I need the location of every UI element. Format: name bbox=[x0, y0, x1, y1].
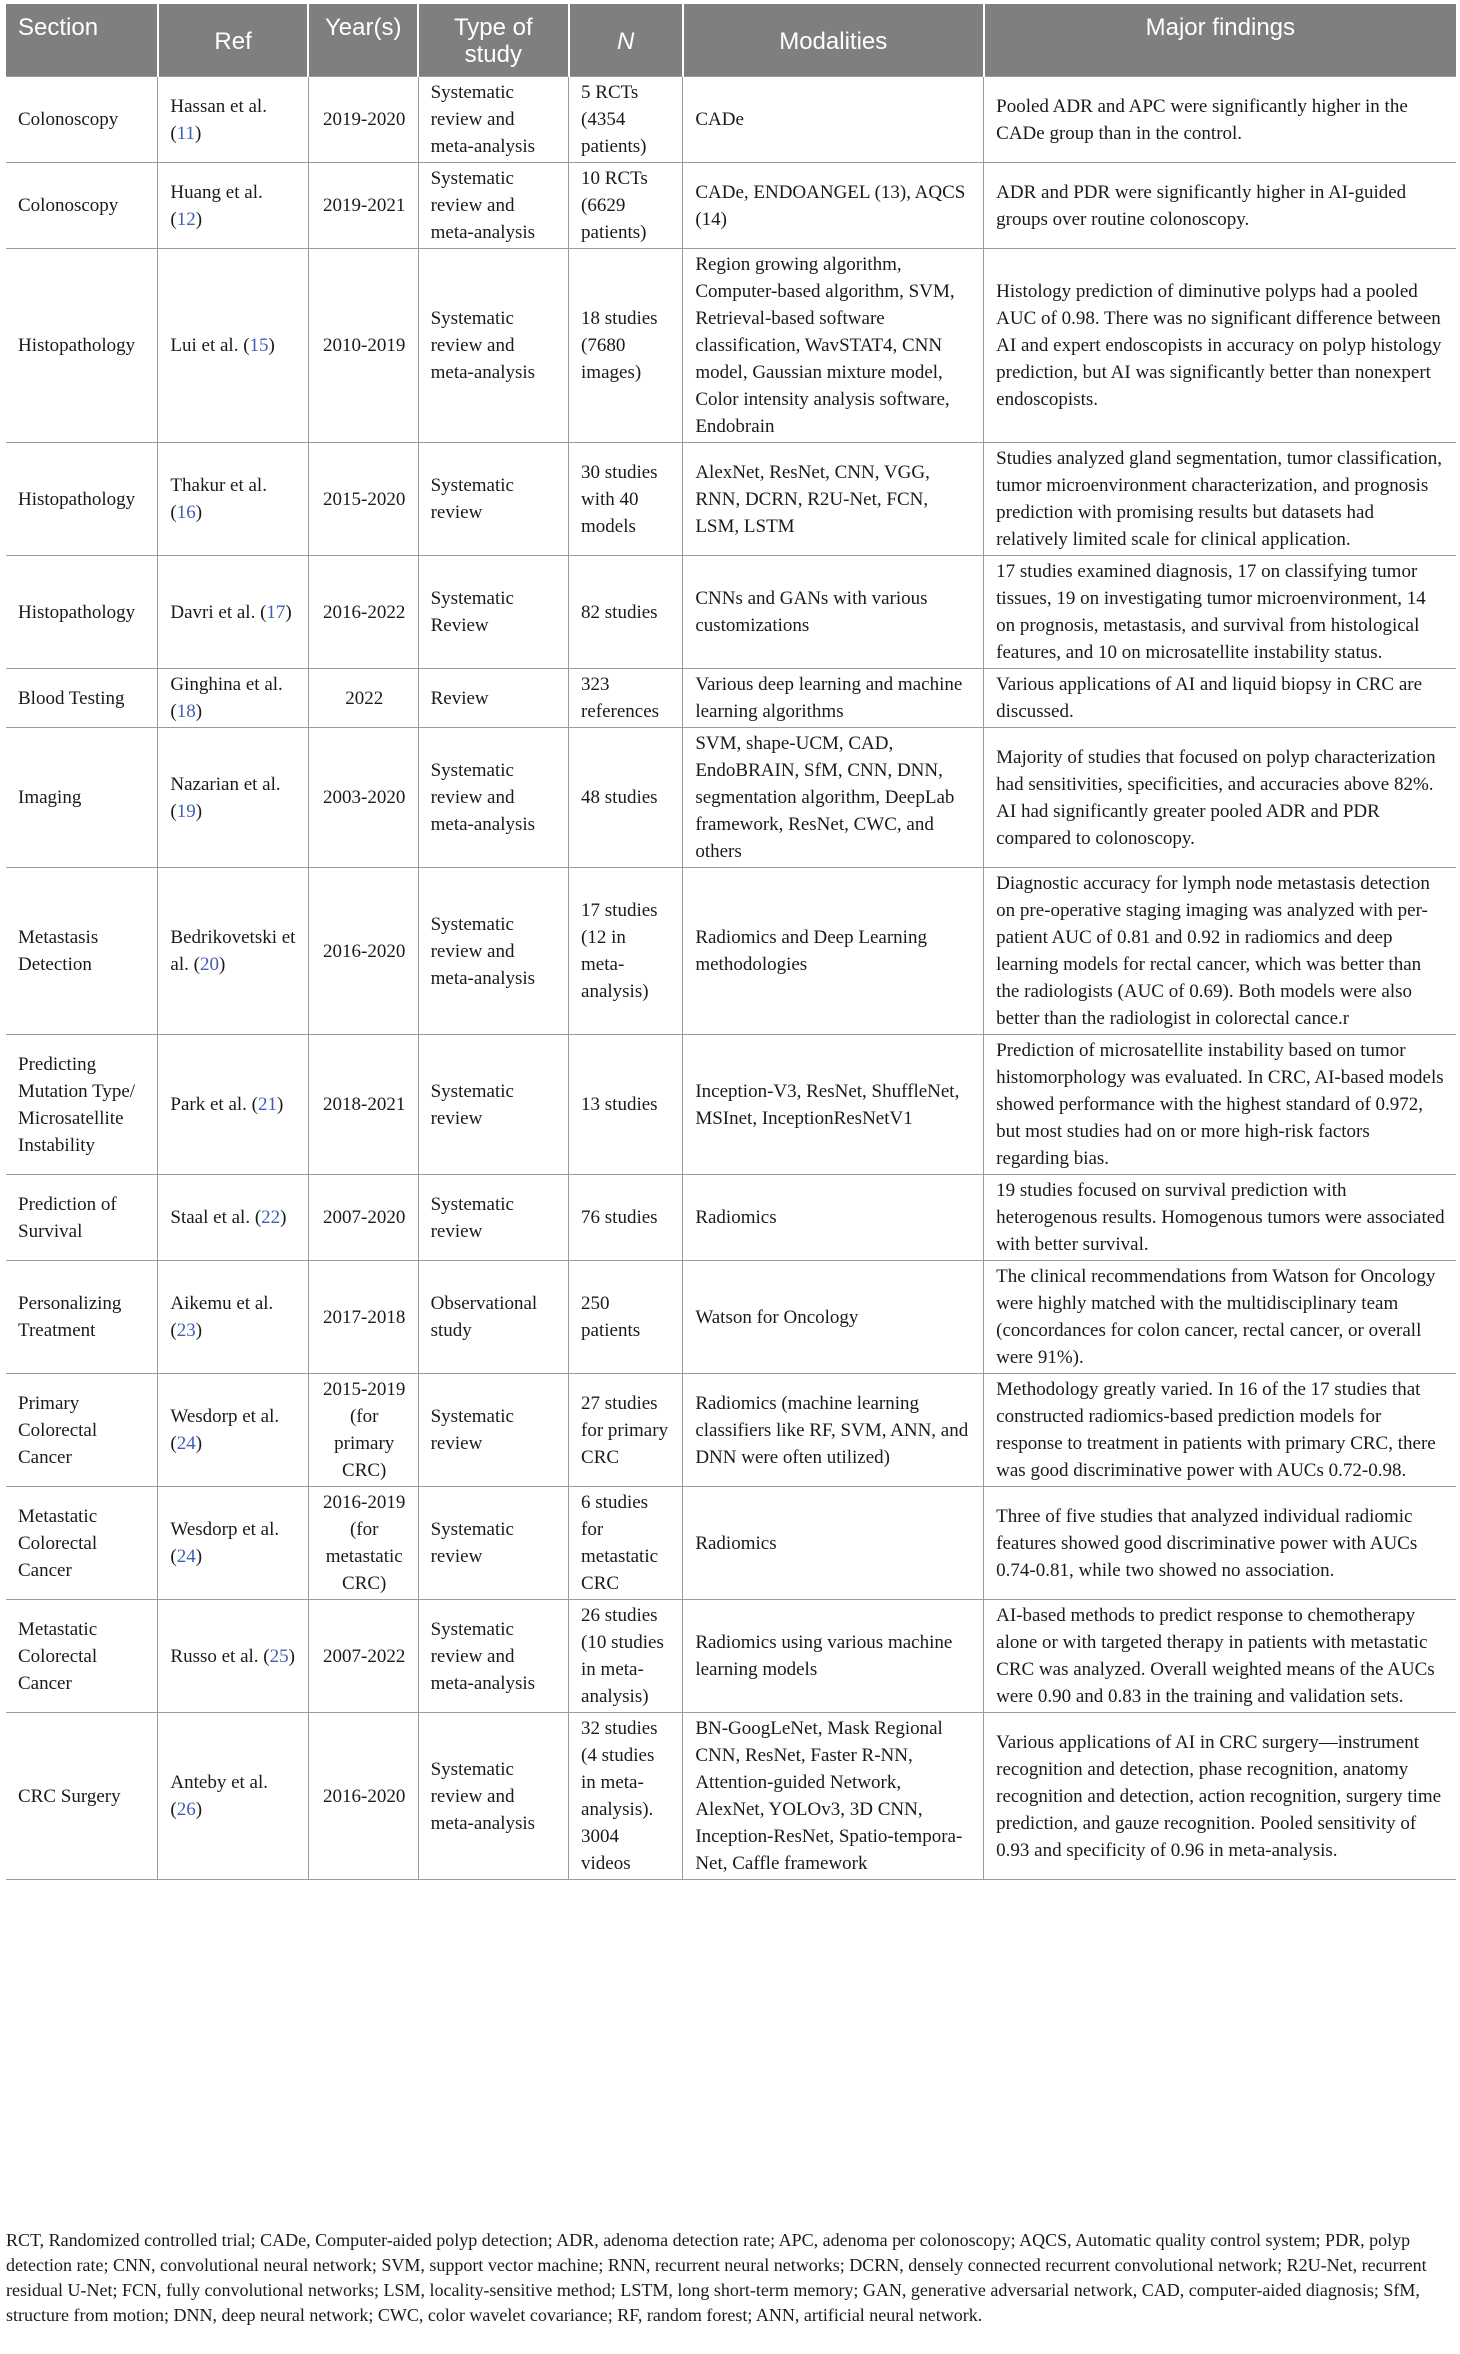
cell-type: Systematic review bbox=[418, 1175, 568, 1261]
studies-table bbox=[6, 4, 1456, 1880]
ref-link[interactable]: 24 bbox=[176, 1433, 196, 1454]
cell-years: 2007-2022 bbox=[308, 1600, 418, 1713]
cell-years: 2019-2020 bbox=[308, 77, 418, 163]
cell-n: 27 studies for primary CRC bbox=[569, 1374, 683, 1487]
cell-section: Histopathology bbox=[6, 443, 158, 556]
cell-section: CRC Surgery bbox=[6, 1713, 158, 1880]
cell-years: 2007-2020 bbox=[308, 1175, 418, 1261]
ref-author: Huang et al. bbox=[170, 181, 263, 203]
cell-n: 17 studies (12 in meta-analysis) bbox=[569, 868, 683, 1035]
cell-findings: 17 studies examined diagnosis, 17 on classifying tumor tissues, 19 on investigating tumor microenvironment, 14 on prognosis, metastasis, and survival from histological features, and 10 on microsatellite instability status. bbox=[984, 556, 1456, 669]
cell-section: Metastatic Colorectal Cancer bbox=[6, 1600, 158, 1713]
ref-link[interactable]: 18 bbox=[176, 701, 196, 722]
cell-section: Primary Colorectal Cancer bbox=[6, 1374, 158, 1487]
cell-findings: Studies analyzed gland segmentation, tumor classification, tumor microenvironment characterization, and prognosis prediction with promising results but datasets had relatively limited scale for clinical application. bbox=[984, 443, 1456, 556]
table-row bbox=[6, 1175, 1456, 1261]
cell-section: Colonoscopy bbox=[6, 77, 158, 163]
cell-findings: 19 studies focused on survival prediction with heterogenous results. Homogenous tumors were associated with better survival. bbox=[984, 1175, 1456, 1261]
cell-years: 2015-2019 (for primary CRC) bbox=[308, 1374, 418, 1487]
col-header-type: Type of study bbox=[418, 4, 568, 77]
cell-section: Colonoscopy bbox=[6, 163, 158, 249]
cell-ref: Russo et al. (25) bbox=[158, 1600, 308, 1713]
cell-n: 13 studies bbox=[569, 1035, 683, 1175]
col-header-years: Year(s) bbox=[308, 4, 418, 77]
cell-modalities: CNNs and GANs with various customizations bbox=[683, 556, 984, 669]
ref-link[interactable]: 20 bbox=[199, 954, 219, 975]
header-row bbox=[6, 4, 1456, 77]
ref-link[interactable]: 25 bbox=[269, 1645, 289, 1667]
cell-section: Blood Testing bbox=[6, 669, 158, 728]
cell-years: 2003-2020 bbox=[308, 728, 418, 868]
cell-type: Systematic review and meta-analysis bbox=[418, 163, 568, 249]
cell-years: 2010-2019 bbox=[308, 249, 418, 443]
cell-findings: Histology prediction of diminutive polyps had a pooled AUC of 0.98. There was no significant difference between AI and expert endoscopists in accuracy on polyp histology prediction, but AI was significantly better than nonexpert endoscopists. bbox=[984, 249, 1456, 443]
table-row bbox=[6, 669, 1456, 728]
cell-section: Imaging bbox=[6, 728, 158, 868]
cell-ref: Lui et al. (15) bbox=[158, 249, 308, 443]
ref-link[interactable]: 16 bbox=[176, 502, 196, 523]
cell-years: 2018-2021 bbox=[308, 1035, 418, 1175]
cell-type: Systematic review and meta-analysis bbox=[418, 1600, 568, 1713]
cell-findings: Various applications of AI in CRC surgery—instrument recognition and detection, phase recognition, anatomy recognition and detection, action recognition, surgery time prediction, and gauze recognition. Pooled sensitivity of 0.93 and specificity of 0.96 in meta-analysis. bbox=[984, 1713, 1456, 1880]
cell-ref: Wesdorp et al. (24) bbox=[158, 1374, 308, 1487]
table-row bbox=[6, 443, 1456, 556]
cell-modalities: Radiomics (machine learning classifiers like RF, SVM, ANN, and DNN were often utilized) bbox=[683, 1374, 984, 1487]
cell-years: 2016-2020 bbox=[308, 1713, 418, 1880]
col-header-n: N bbox=[569, 4, 683, 77]
cell-section: Metastatic Colorectal Cancer bbox=[6, 1487, 158, 1600]
cell-type: Systematic review bbox=[418, 1035, 568, 1175]
cell-section: Histopathology bbox=[6, 556, 158, 669]
cell-modalities: BN-GoogLeNet, Mask Regional CNN, ResNet, Faster R-NN, Attention-guided Network, AlexNet, YOLOv3, 3D CNN, Inception-ResNet, Spatio-tempora-Net, Caffle framework bbox=[683, 1713, 984, 1880]
ref-link[interactable]: 23 bbox=[176, 1320, 196, 1341]
ref-author: Hassan et al. bbox=[170, 95, 267, 117]
cell-years: 2015-2020 bbox=[308, 443, 418, 556]
cell-ref: Huang et al. (12) bbox=[158, 163, 308, 249]
table-row bbox=[6, 556, 1456, 669]
cell-findings: Majority of studies that focused on polyp characterization had sensitivities, specificities, and accuracies above 82%. AI had significantly greater pooled ADR and PDR compared to colonoscopy. bbox=[984, 728, 1456, 868]
cell-ref: Nazarian et al. (19) bbox=[158, 728, 308, 868]
cell-modalities: Various deep learning and machine learning algorithms bbox=[683, 669, 984, 728]
cell-modalities: Region growing algorithm, Computer-based algorithm, SVM, Retrieval-based software classification, WavSTAT4, CNN model, Gaussian mixture model, Color intensity analysis software, Endobrain bbox=[683, 249, 984, 443]
cell-section: Personalizing Treatment bbox=[6, 1261, 158, 1374]
cell-findings: AI-based methods to predict response to chemotherapy alone or with targeted therapy in patients with metastatic CRC was analyzed. Overall weighted means of the AUCs were 0.90 and 0.83 in the training and validation sets. bbox=[984, 1600, 1456, 1713]
ref-author: Wesdorp et al. bbox=[170, 1406, 280, 1427]
cell-ref: Park et al. (21) bbox=[158, 1035, 308, 1175]
ref-link[interactable]: 12 bbox=[176, 208, 196, 230]
cell-findings: The clinical recommendations from Watson for Oncology were highly matched with the multidisciplinary team (concordances for colon cancer, rectal cancer, or overall were 91%). bbox=[984, 1261, 1456, 1374]
table-row bbox=[6, 77, 1456, 163]
cell-years: 2016-2019 (for metastatic CRC) bbox=[308, 1487, 418, 1600]
cell-modalities: CADe, ENDOANGEL (13), AQCS (14) bbox=[683, 163, 984, 249]
cell-years: 2016-2022 bbox=[308, 556, 418, 669]
cell-n: 76 studies bbox=[569, 1175, 683, 1261]
cell-modalities: Radiomics and Deep Learning methodologies bbox=[683, 868, 984, 1035]
table-footnote: RCT, Randomized controlled trial; CADe, Computer-aided polyp detection; ADR, adenoma detection rate; APC, adenoma per colonoscopy; AQCS, Automatic quality control system; PDR, polyp detection rate; CNN, convolutional neural network; SVM, support vector machine; RNN, recurrent neural networks; DCRN, densely connected recurrent convolutional network; R2U-Net, recurrent residual U-Net; FCN, fully convolutional networks; LSM, locality-sensitive method; LSTM, long short-term memory; GAN, generative adversarial network, CAD, computer-aided diagnosis; SfM, structure from motion; DNN, deep neural network; CWC, color wavelet covariance; RF, random forest; ANN, artificial neural network. bbox=[6, 2230, 1427, 2325]
cell-type: Review bbox=[418, 669, 568, 728]
cell-findings: Prediction of microsatellite instability based on tumor histomorphology was evaluated. In CRC, AI-based models showed performance with the highest standard of 0.972, but most studies had on or more high-risk factors regarding bias. bbox=[984, 1035, 1456, 1175]
cell-n: 26 studies (10 studies in meta-analysis) bbox=[569, 1600, 683, 1713]
cell-modalities: SVM, shape-UCM, CAD, EndoBRAIN, SfM, CNN, DNN, segmentation algorithm, DeepLab framework, ResNet, CWC, and others bbox=[683, 728, 984, 868]
table-body bbox=[6, 77, 1456, 1880]
ref-author: Bedrikovetski et al. bbox=[170, 927, 296, 975]
cell-ref: Anteby et al. (26) bbox=[158, 1713, 308, 1880]
cell-type: Systematic review bbox=[418, 443, 568, 556]
cell-years: 2022 bbox=[308, 669, 418, 728]
cell-type: Systematic review and meta-analysis bbox=[418, 77, 568, 163]
cell-section: Metastasis Detection bbox=[6, 868, 158, 1035]
cell-findings: Various applications of AI and liquid biopsy in CRC are discussed. bbox=[984, 669, 1456, 728]
ref-author: Lui et al. bbox=[170, 335, 239, 356]
cell-years: 2019-2021 bbox=[308, 163, 418, 249]
col-header-ref: Ref bbox=[158, 4, 308, 77]
cell-type: Systematic review bbox=[418, 1374, 568, 1487]
table-row bbox=[6, 1600, 1456, 1713]
ref-link[interactable]: 19 bbox=[176, 800, 196, 822]
ref-link[interactable]: 24 bbox=[176, 1546, 196, 1567]
ref-author: Russo et al. bbox=[170, 1645, 259, 1667]
cell-type: Systematic review and meta-analysis bbox=[418, 1713, 568, 1880]
ref-link[interactable]: 11 bbox=[176, 122, 196, 144]
table-row bbox=[6, 249, 1456, 443]
ref-author: Wesdorp et al. bbox=[170, 1519, 280, 1540]
ref-author: Thakur et al. bbox=[170, 475, 267, 496]
table-row bbox=[6, 1487, 1456, 1600]
cell-type: Systematic review and meta-analysis bbox=[418, 249, 568, 443]
table-row bbox=[6, 728, 1456, 868]
cell-ref: Wesdorp et al. (24) bbox=[158, 1487, 308, 1600]
cell-n: 82 studies bbox=[569, 556, 683, 669]
cell-n: 48 studies bbox=[569, 728, 683, 868]
table-container bbox=[6, 4, 1456, 1880]
col-header-findings: Major findings bbox=[984, 4, 1456, 77]
ref-link[interactable]: 15 bbox=[249, 335, 269, 356]
ref-link[interactable]: 21 bbox=[258, 1094, 277, 1115]
cell-years: 2017-2018 bbox=[308, 1261, 418, 1374]
cell-ref: Davri et al. (17) bbox=[158, 556, 308, 669]
cell-findings: Pooled ADR and APC were significantly higher in the CADe group than in the control. bbox=[984, 77, 1456, 163]
cell-type: Systematic review bbox=[418, 1487, 568, 1600]
cell-type: Systematic review and meta-analysis bbox=[418, 868, 568, 1035]
cell-n: 5 RCTs (4354 patients) bbox=[569, 77, 683, 163]
ref-author: Aikemu et al. bbox=[170, 1293, 274, 1314]
cell-ref: Ginghina et al. (18) bbox=[158, 669, 308, 728]
cell-modalities: Radiomics using various machine learning models bbox=[683, 1600, 984, 1713]
col-header-modalities: Modalities bbox=[683, 4, 984, 77]
ref-author: Nazarian et al. bbox=[170, 773, 281, 795]
ref-link[interactable]: 22 bbox=[261, 1207, 281, 1228]
table-row bbox=[6, 163, 1456, 249]
table-row bbox=[6, 1035, 1456, 1175]
cell-section: Prediction of Survival bbox=[6, 1175, 158, 1261]
col-header-section: Section bbox=[6, 4, 158, 77]
cell-n: 250 patients bbox=[569, 1261, 683, 1374]
cell-ref: Thakur et al. (16) bbox=[158, 443, 308, 556]
cell-modalities: Watson for Oncology bbox=[683, 1261, 984, 1374]
cell-n: 32 studies (4 studies in meta-analysis). 3004 videos bbox=[569, 1713, 683, 1880]
cell-section: Predicting Mutation Type/ Microsatellite Instability bbox=[6, 1035, 158, 1175]
ref-link[interactable]: 17 bbox=[266, 601, 286, 623]
cell-n: 323 references bbox=[569, 669, 683, 728]
cell-n: 30 studies with 40 models bbox=[569, 443, 683, 556]
cell-n: 18 studies (7680 images) bbox=[569, 249, 683, 443]
table-row bbox=[6, 1713, 1456, 1880]
cell-type: Observational study bbox=[418, 1261, 568, 1374]
table-row bbox=[6, 1374, 1456, 1487]
ref-author: Anteby et al. bbox=[170, 1772, 269, 1793]
cell-type: Systematic Review bbox=[418, 556, 568, 669]
ref-author: Staal et al. bbox=[170, 1207, 251, 1228]
table-row bbox=[6, 868, 1456, 1035]
ref-author: Park et al. bbox=[170, 1094, 247, 1115]
table-row bbox=[6, 1261, 1456, 1374]
cell-modalities: Radiomics bbox=[683, 1175, 984, 1261]
cell-section: Histopathology bbox=[6, 249, 158, 443]
cell-findings: Diagnostic accuracy for lymph node metastasis detection on pre-operative staging imaging was analyzed with per-patient AUC of 0.81 and 0.92 in radiomics and deep learning models for rectal cancer, which was better than the radiologists (AUC of 0.69). Both models were also better than the radiologist in colorectal cance.r bbox=[984, 868, 1456, 1035]
cell-modalities: AlexNet, ResNet, CNN, VGG, RNN, DCRN, R2U-Net, FCN, LSM, LSTM bbox=[683, 443, 984, 556]
cell-findings: Methodology greatly varied. In 16 of the 17 studies that constructed radiomics-based prediction models for response to treatment in patients with primary CRC, there was good discriminative power with AUCs 0.72-0.98. bbox=[984, 1374, 1456, 1487]
ref-author: Ginghina et al. bbox=[170, 674, 283, 695]
cell-modalities: Inception-V3, ResNet, ShuffleNet, MSInet, InceptionResNetV1 bbox=[683, 1035, 984, 1175]
cell-ref: Staal et al. (22) bbox=[158, 1175, 308, 1261]
cell-modalities: CADe bbox=[683, 77, 984, 163]
ref-link[interactable]: 26 bbox=[176, 1799, 196, 1820]
cell-n: 6 studies for metastatic CRC bbox=[569, 1487, 683, 1600]
ref-author: Davri et al. bbox=[170, 601, 256, 623]
cell-years: 2016-2020 bbox=[308, 868, 418, 1035]
cell-ref: Aikemu et al. (23) bbox=[158, 1261, 308, 1374]
cell-ref: Bedrikovetski et al. (20) bbox=[158, 868, 308, 1035]
cell-modalities: Radiomics bbox=[683, 1487, 984, 1600]
cell-type: Systematic review and meta-analysis bbox=[418, 728, 568, 868]
cell-n: 10 RCTs (6629 patients) bbox=[569, 163, 683, 249]
cell-findings: ADR and PDR were significantly higher in AI-guided groups over routine colonoscopy. bbox=[984, 163, 1456, 249]
cell-findings: Three of five studies that analyzed individual radiomic features showed good discriminative power with AUCs 0.74-0.81, while two showed no association. bbox=[984, 1487, 1456, 1600]
cell-ref: Hassan et al. (11) bbox=[158, 77, 308, 163]
